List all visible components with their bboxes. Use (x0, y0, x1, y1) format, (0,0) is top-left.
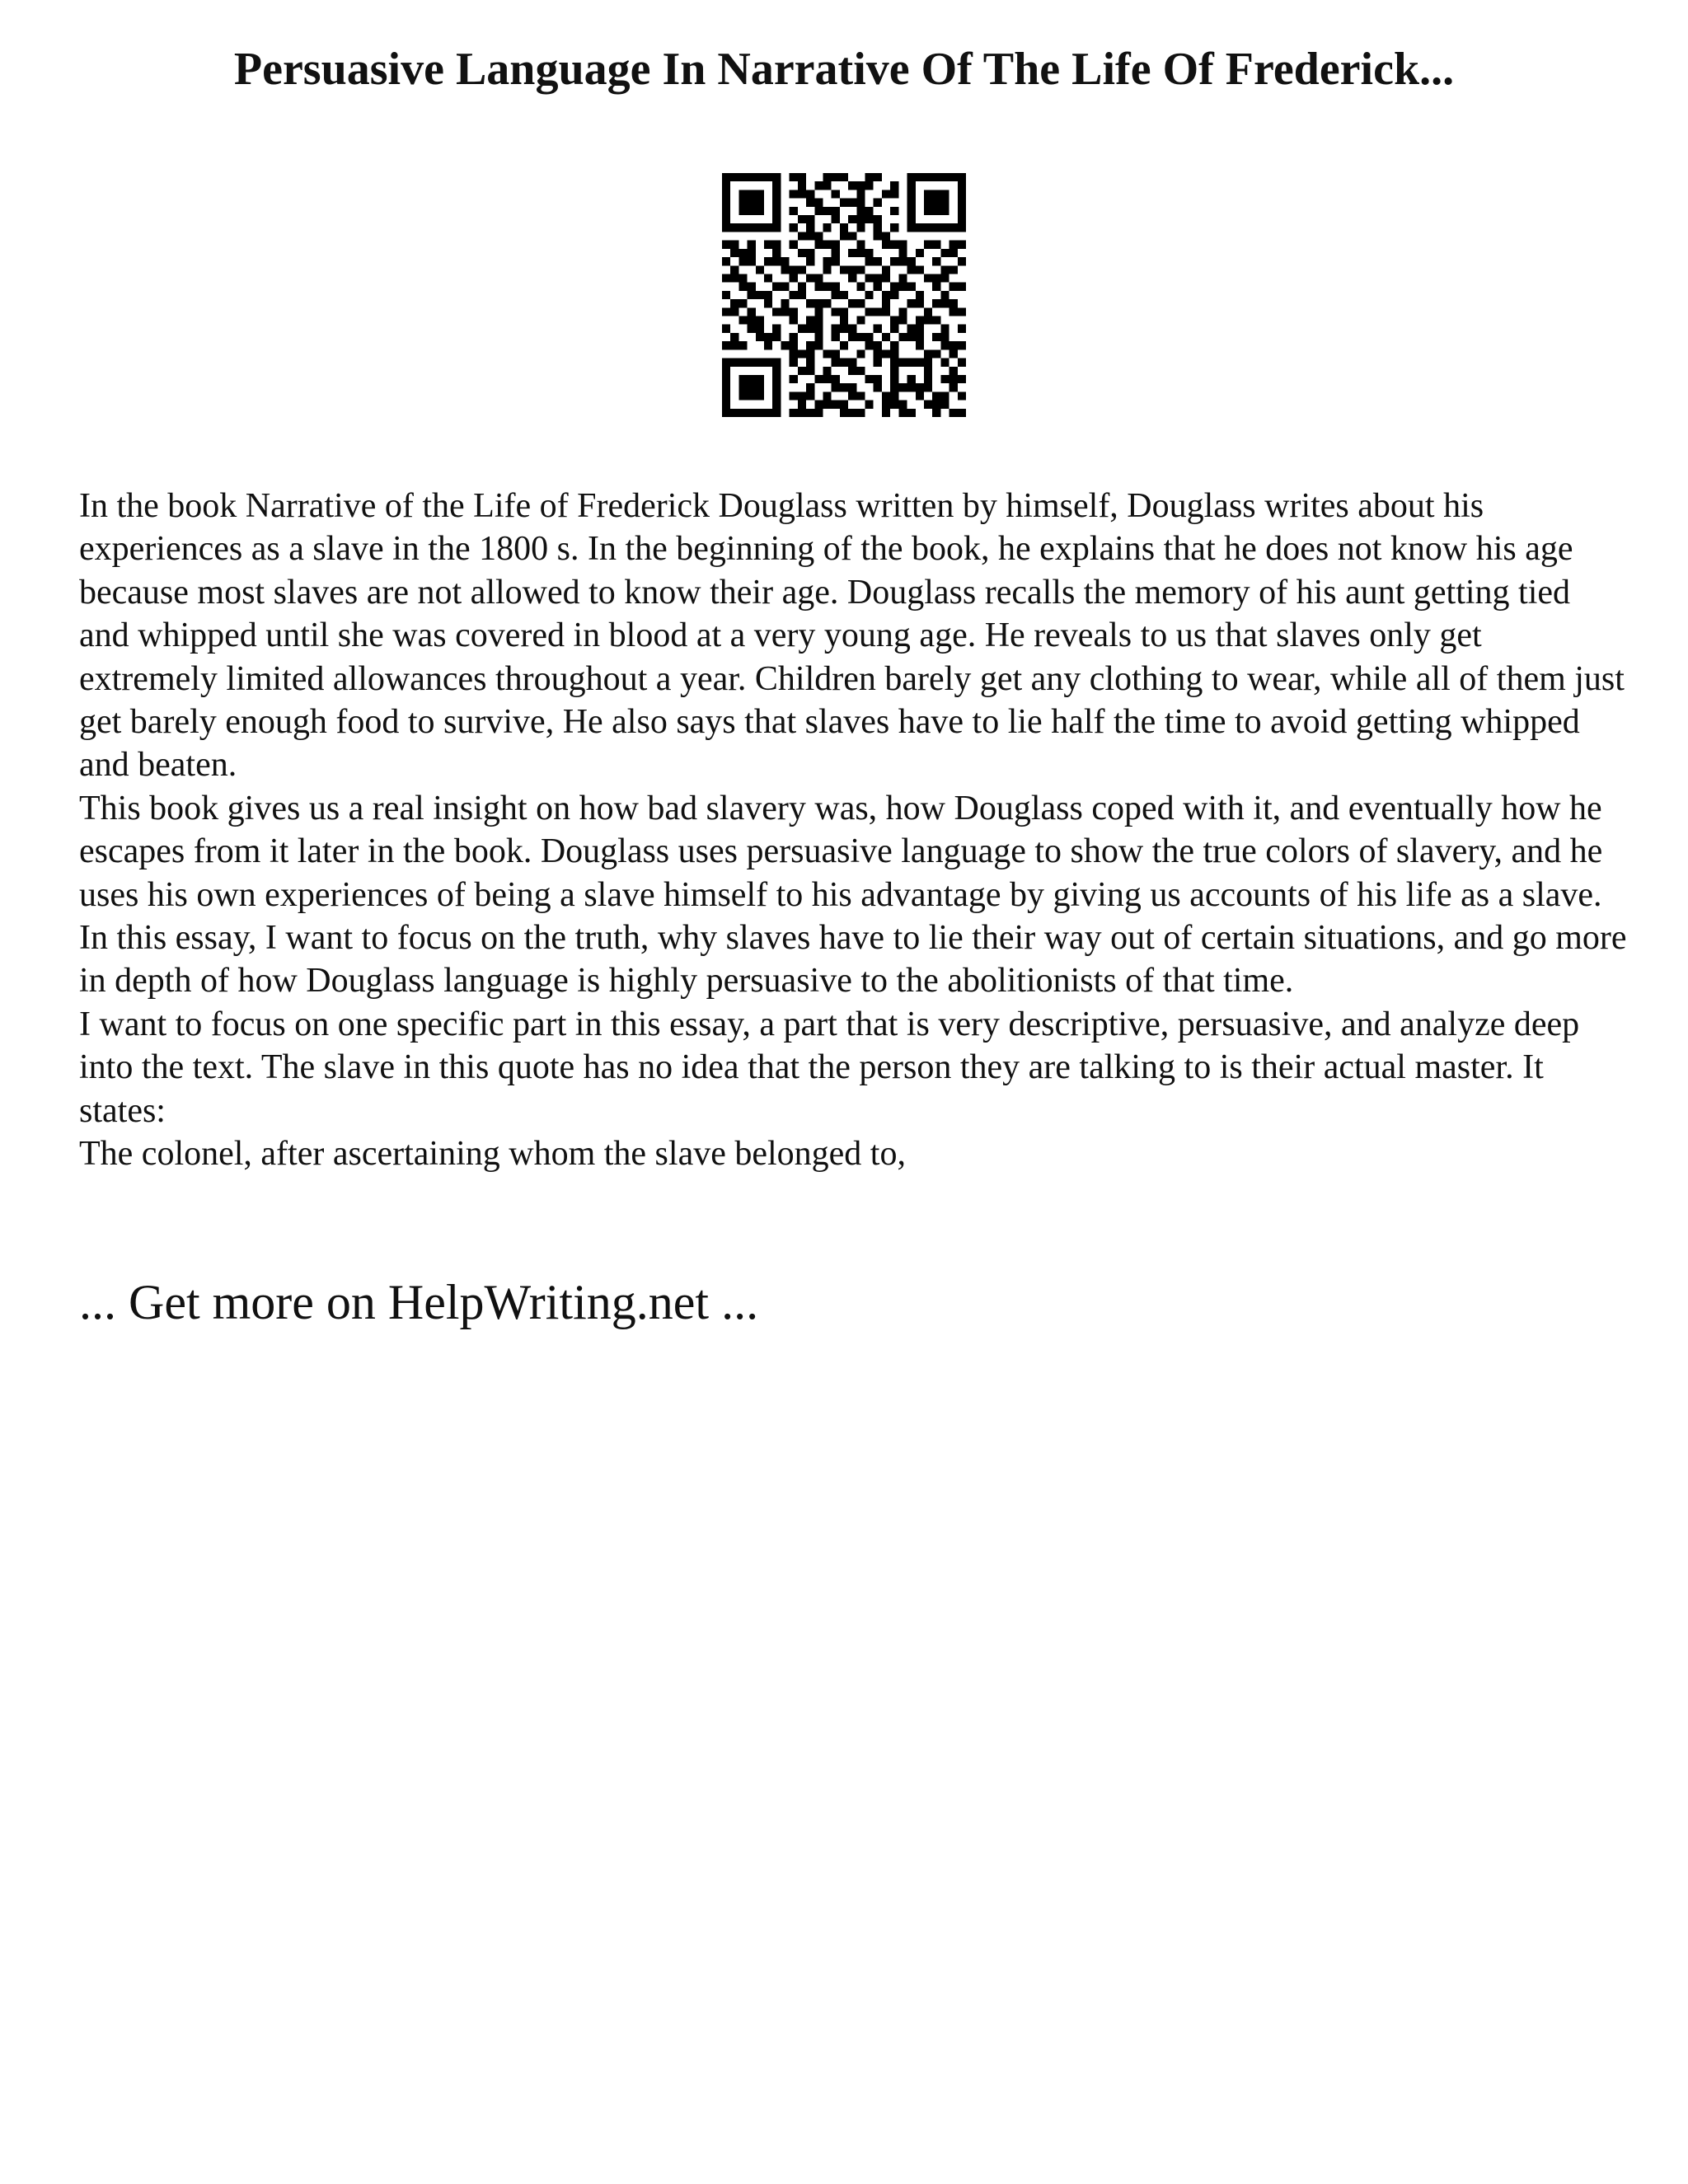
essay-body (79, 485, 1629, 1176)
paragraph-2: This book gives us a real insight on how bad slavery was, how Douglass coped with it, and eventually how he escapes from it later in the book. Douglass uses persuasive language to show the true colors of slavery, and he uses his own experiences of being a slave himself to his advantage by giving us accounts of his life as a slave. In this essay, I want to focus on the truth, why slaves have to lie their way out of certain situations, and go more in depth of how Douglass language is highly persuasive to the abolitionists of that time. (79, 789, 1627, 1001)
get-more-link[interactable]: ... Get more on HelpWriting.net ... (79, 1275, 759, 1329)
paragraph-4: The colonel, after ascertaining whom the slave belonged to, (79, 1135, 906, 1174)
paragraph-3: I want to focus on one specific part in this essay, a part that is very descriptive, persuasive, and analyze deep into the text. The slave in this quote has no idea that the person they are talking to is their actual master. It states: (79, 1005, 1580, 1130)
paragraph-1: In the book Narrative of the Life of Frederick Douglass written by himself, Douglass writes about his experiences as a slave in the 1800 s. In the beginning of the book, he explains that he does not know his age because most slaves are not allowed to know their age. Douglass recalls the memory of his aunt getting tied and whipped until she was covered in blood at a very young age. He reveals to us that slaves only get extremely limited allowances throughout a year. Children barely get any clothing to wear, while all of them just get barely enough food to survive, He also says that slaves have to lie half the time to avoid getting whipped and beaten. (79, 487, 1625, 785)
page-title: Persuasive Language In Narrative Of The Life Of Frederick... (233, 44, 1455, 95)
qr-code-icon (722, 173, 966, 417)
